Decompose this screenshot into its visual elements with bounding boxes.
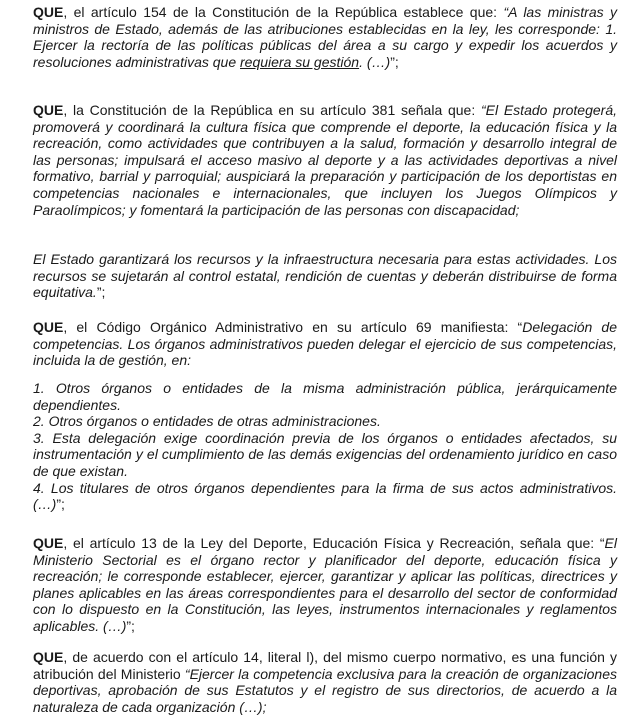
paragraph-art14: QUE, de acuerdo con el artículo 14, literal l), del mismo cuerpo normativo, es una función y atribución del Ministerio “Ejercer la competencia exclusiva para la creación de organizaciones deportivas, aprobación de sus Estatutos y el registro de sus directorios, de acuerdo a la naturaleza de cada organización (…); — [33, 649, 617, 715]
que-label: QUE — [33, 102, 64, 118]
paragraph-art381: QUE, la Constitución de la República en su artículo 381 señala que: “El Estado protegerá, promoverá y coordinará la cultura física que comprende el deporte, la educación física y la recreación, como actividades que contribuyen a la salud, formación y desarrollo integral de las personas; impulsará el acceso masivo al deporte y a las actividades deportivas a nivel formativo, barrial y parroquial; auspiciará la preparación y participación de los deportistas en competencias nacionales e internacionales, que incluyen los Juegos Olímpicos y Paraolímpicos; y fomentará la participación de las personas con discapacidad; — [33, 102, 617, 218]
list-item: 3. Esta delegación exige coordinación previa de los órganos o entidades afectados, su instrumentación y el cumplimiento de las demás exigencias del ordenamiento jurídico en caso de que existan. — [33, 429, 617, 479]
que-label: QUE — [33, 319, 64, 335]
list-item: 2. Otros órganos o entidades de otras administraciones. — [33, 413, 381, 430]
delegation-list — [33, 380, 617, 513]
paragraph-coa-art69: QUE, el Código Orgánico Administrativo en su artículo 69 manifiesta: “Delegación de competencias. Los órganos administrativos pueden delegar el ejercicio de sus competencias, incluida la de gestión, en: — [33, 319, 617, 369]
que-label: QUE — [33, 535, 64, 551]
list-item: 1. Otros órganos o entidades de la misma administración pública, jerárquicamente dependientes. — [33, 380, 617, 413]
que-label: QUE — [33, 649, 64, 665]
list-item: 4. Los titulares de otros órganos dependientes para la firma de sus actos administrativos. (…)”; — [33, 479, 617, 513]
que-label: QUE — [33, 4, 64, 20]
paragraph-state-guarantee: El Estado garantizará los recursos y la infraestructura necesaria para estas actividades. Los recursos se sujetarán al control estatal, rendición de cuentas y deberán distribuirse de forma equitativa.”; — [33, 251, 617, 301]
paragraph-art154: QUE, el artículo 154 de la Constitución de la República establece que: “A las ministras y ministros de Estado, además de las atribuciones establecidas en la ley, les corresponde: 1. Ejercer la rectoría de las políticas públicas del área a su cargo y expedir los acuerdos y resoluciones administrativas que requiera su gestión. (…)”; — [33, 4, 617, 70]
paragraph-ley-deporte-art13: QUE, el artículo 13 de la Ley del Deporte, Educación Física y Recreación, señala que: “El Ministerio Sectorial es el órgano rector y planificador del deporte, educación física y recreación; le corresponde establecer, ejercer, garantizar y aplicar las políticas, directrices y planes aplicables en las áreas correspondientes para el desarrollo del sector de conformidad con lo dispuesto en la Constitución, las leyes, instrumentos internacionales y reglamentos aplicables. (…)”; — [33, 535, 617, 634]
